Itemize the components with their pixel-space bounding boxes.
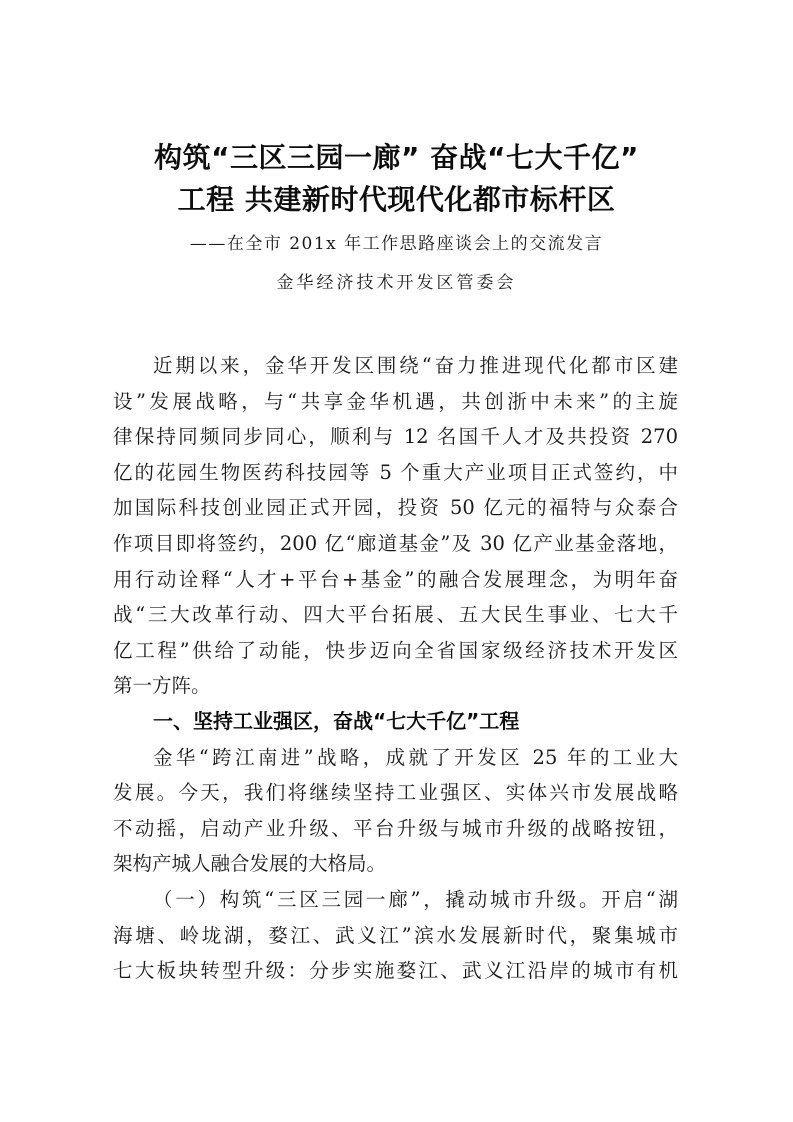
paragraph-2-line: 不动摇，启动产业升级、平台升级与城市升级的战略按钮， [113, 816, 678, 840]
paragraph-1-line: 作项目即将签约，200 亿“廊道基金”及 30 亿产业基金落地， [113, 531, 678, 555]
paragraph-1-line: 用行动诠释“人才+平台+基金”的融合发展理念，为明年奋 [113, 567, 678, 591]
paragraph-1-line: 亿工程”供给了动能，快步迈向全省国家级经济技术开发区 [113, 638, 678, 662]
document-title-line-1: 构筑“三区三园一廊” 奋战“七大千亿” [154, 141, 639, 174]
paragraph-1-line: 近期以来，金华开发区围绕“奋力推进现代化都市区建 [153, 354, 678, 377]
document-body [113, 348, 678, 989]
paragraph-2-line: 金华“跨江南进”战略，成就了开发区 25 年的工业大 [153, 745, 678, 769]
paragraph-2-line: 发展。今天，我们将继续坚持工业强区、实体兴市发展战略 [113, 781, 678, 805]
paragraph-3-line: （一）构筑“三区三园一廊”，撬动城市升级。开启“湖 [153, 887, 678, 911]
document-subtitle: ——在全市 201x 年工作思路座谈会上的交流发言 [189, 234, 604, 254]
paragraph-1-line: 加国际科技创业园正式开园，投资 50 亿元的福特与众泰合 [113, 496, 678, 520]
paragraph-3-line: 七大板块转型升级：分步实施婺江、武义江沿岸的城市有机 [113, 959, 678, 983]
issuing-organization: 金华经济技术开发区管委会 [276, 273, 517, 293]
paragraph-3-line: 海塘、岭垅湖，婺江、武义江”滨水发展新时代，聚集城市 [113, 923, 678, 947]
paragraph-1-line: 第一方阵。 [113, 674, 211, 698]
document-title-line-2: 工程 共建新时代现代化都市标杆区 [177, 183, 616, 216]
paragraph-1-line: 设”发展战略，与“共享金华机遇，共创浙中未来”的主旋 [113, 389, 678, 413]
paragraph-2-line: 架构产城人融合发展的大格局。 [113, 852, 387, 876]
paragraph-1-line: 律保持同频同步同心，顺利与 12 名国千人才及共投资 270 [113, 425, 678, 449]
section-1-heading: 一、坚持工业强区，奋战“七大千亿”工程 [153, 708, 520, 733]
paragraph-1-line: 战“三大改革行动、四大平台拓展、五大民生事业、七大千 [113, 603, 678, 627]
paragraph-1-line: 亿的花园生物医药科技园等 5 个重大产业项目正式签约，中 [113, 460, 678, 484]
